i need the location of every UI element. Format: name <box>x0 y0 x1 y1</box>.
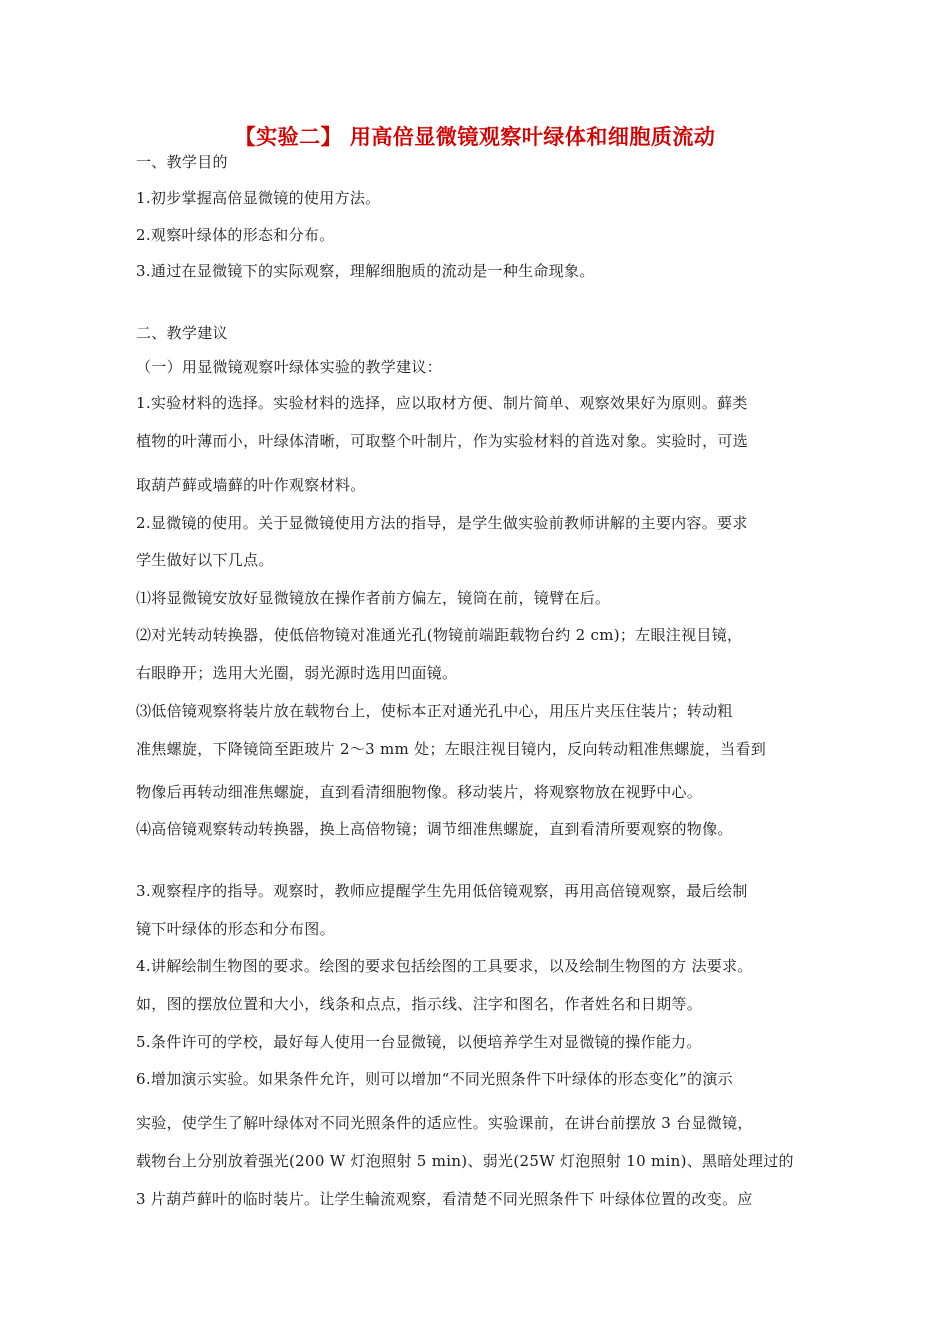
paragraph-line: 右眼睁开；选用大光圈，弱光源时选用凹面镜。 <box>136 664 458 682</box>
paragraph-line: 载物台上分别放着强光(200 W 灯泡照射 5 min)、弱光(25W 灯泡照射 10 min)、黑暗处理过的 <box>136 1152 794 1170</box>
section-heading-purpose: 一、教学目的 <box>136 153 228 171</box>
paragraph-line: 6.增加演示实验。如果条件允许，则可以增加“不同光照条件下叶绿体的形态变化”的演示 <box>136 1070 733 1088</box>
paragraph-line: 2.显微镜的使用。关于显微镜使用方法的指导，是学生做实验前教师讲解的主要内容。要求 <box>136 514 748 532</box>
paragraph-line: 5.条件许可的学校，最好每人使用一台显微镜，以便培养学生对显微镜的操作能力。 <box>136 1033 702 1051</box>
paragraph-line: 取葫芦藓或墙藓的叶作观察材料。 <box>136 476 366 494</box>
paragraph-line: ⑶低倍镜观察将装片放在载物台上，使标本正对通光孔中心，用压片夹压住装片；转动粗 <box>136 702 733 720</box>
paragraph-line: 如，图的摆放位置和大小，线条和点点，指示线、注字和图名，作者姓名和日期等。 <box>136 995 703 1013</box>
paragraph-line: 植物的叶薄而小，叶绿体清晰，可取整个叶制片，作为实验材料的首选对象。实验时，可选 <box>136 432 749 450</box>
paragraph-line: ⑷高倍镜观察转动转换器，换上高倍物镜；调节细准焦螺旋，直到看清所要观察的物像。 <box>136 820 733 838</box>
paragraph-line: 学生做好以下几点。 <box>136 551 274 569</box>
paragraph-line: 3 片葫芦藓叶的临时装片。让学生輪流观察，看清楚不同光照条件下 叶绿体位置的改变。应 <box>136 1190 753 1208</box>
subsection-heading: （一）用显微镜观察叶绿体实验的教学建议： <box>136 358 443 376</box>
paragraph-line: 3.通过在显微镜下的实际观察，理解细胞质的流动是一种生命现象。 <box>136 262 595 280</box>
paragraph-line: 物像后再转动细准焦螺旋，直到看清细胞物像。移动装片，将观察物放在视野中心。 <box>136 783 703 801</box>
paragraph-line: 2.观察叶绿体的形态和分布。 <box>136 226 335 244</box>
paragraph-line: 1.初步掌握高倍显微镜的使用方法。 <box>136 189 381 207</box>
paragraph-line: 4.讲解绘制生物图的要求。绘图的要求包括绘图的工具要求，以及绘制生物图的方 法要求。 <box>136 957 753 975</box>
paragraph-line: 镜下叶绿体的形态和分布图。 <box>136 920 335 938</box>
paragraph-line: 准焦螺旋，下降镜筒至距玻片 2～3 mm 处；左眼注视目镜内，反向转动粗准焦螺旋，当看到 <box>136 740 767 758</box>
paragraph-line: ⑵对光转动转换器，使低倍物镜对准通光孔(物镜前端距载物台约 2 cm)；左眼注视目镜， <box>136 626 743 644</box>
paragraph-line: 1.实验材料的选择。实验材料的选择，应以取材方便、制片简单、观察效果好为原则。藓类 <box>136 394 748 412</box>
paragraph-line: ⑴将显微镜安放好显微镜放在操作者前方偏左，镜筒在前，镜臂在后。 <box>136 589 611 607</box>
document-title: 【实验二】 用高倍显微镜观察叶绿体和细胞质流动 <box>234 125 716 149</box>
paragraph-line: 3.观察程序的指导。观察时，教师应提醒学生先用低倍镜观察，再用高倍镜观察，最后绘制 <box>136 882 748 900</box>
section-heading-suggestions: 二、教学建议 <box>136 324 228 342</box>
paragraph-line: 实验，使学生了解叶绿体对不同光照条件的适应性。实验课前，在讲台前摆放 3 台显微镜， <box>136 1114 753 1132</box>
